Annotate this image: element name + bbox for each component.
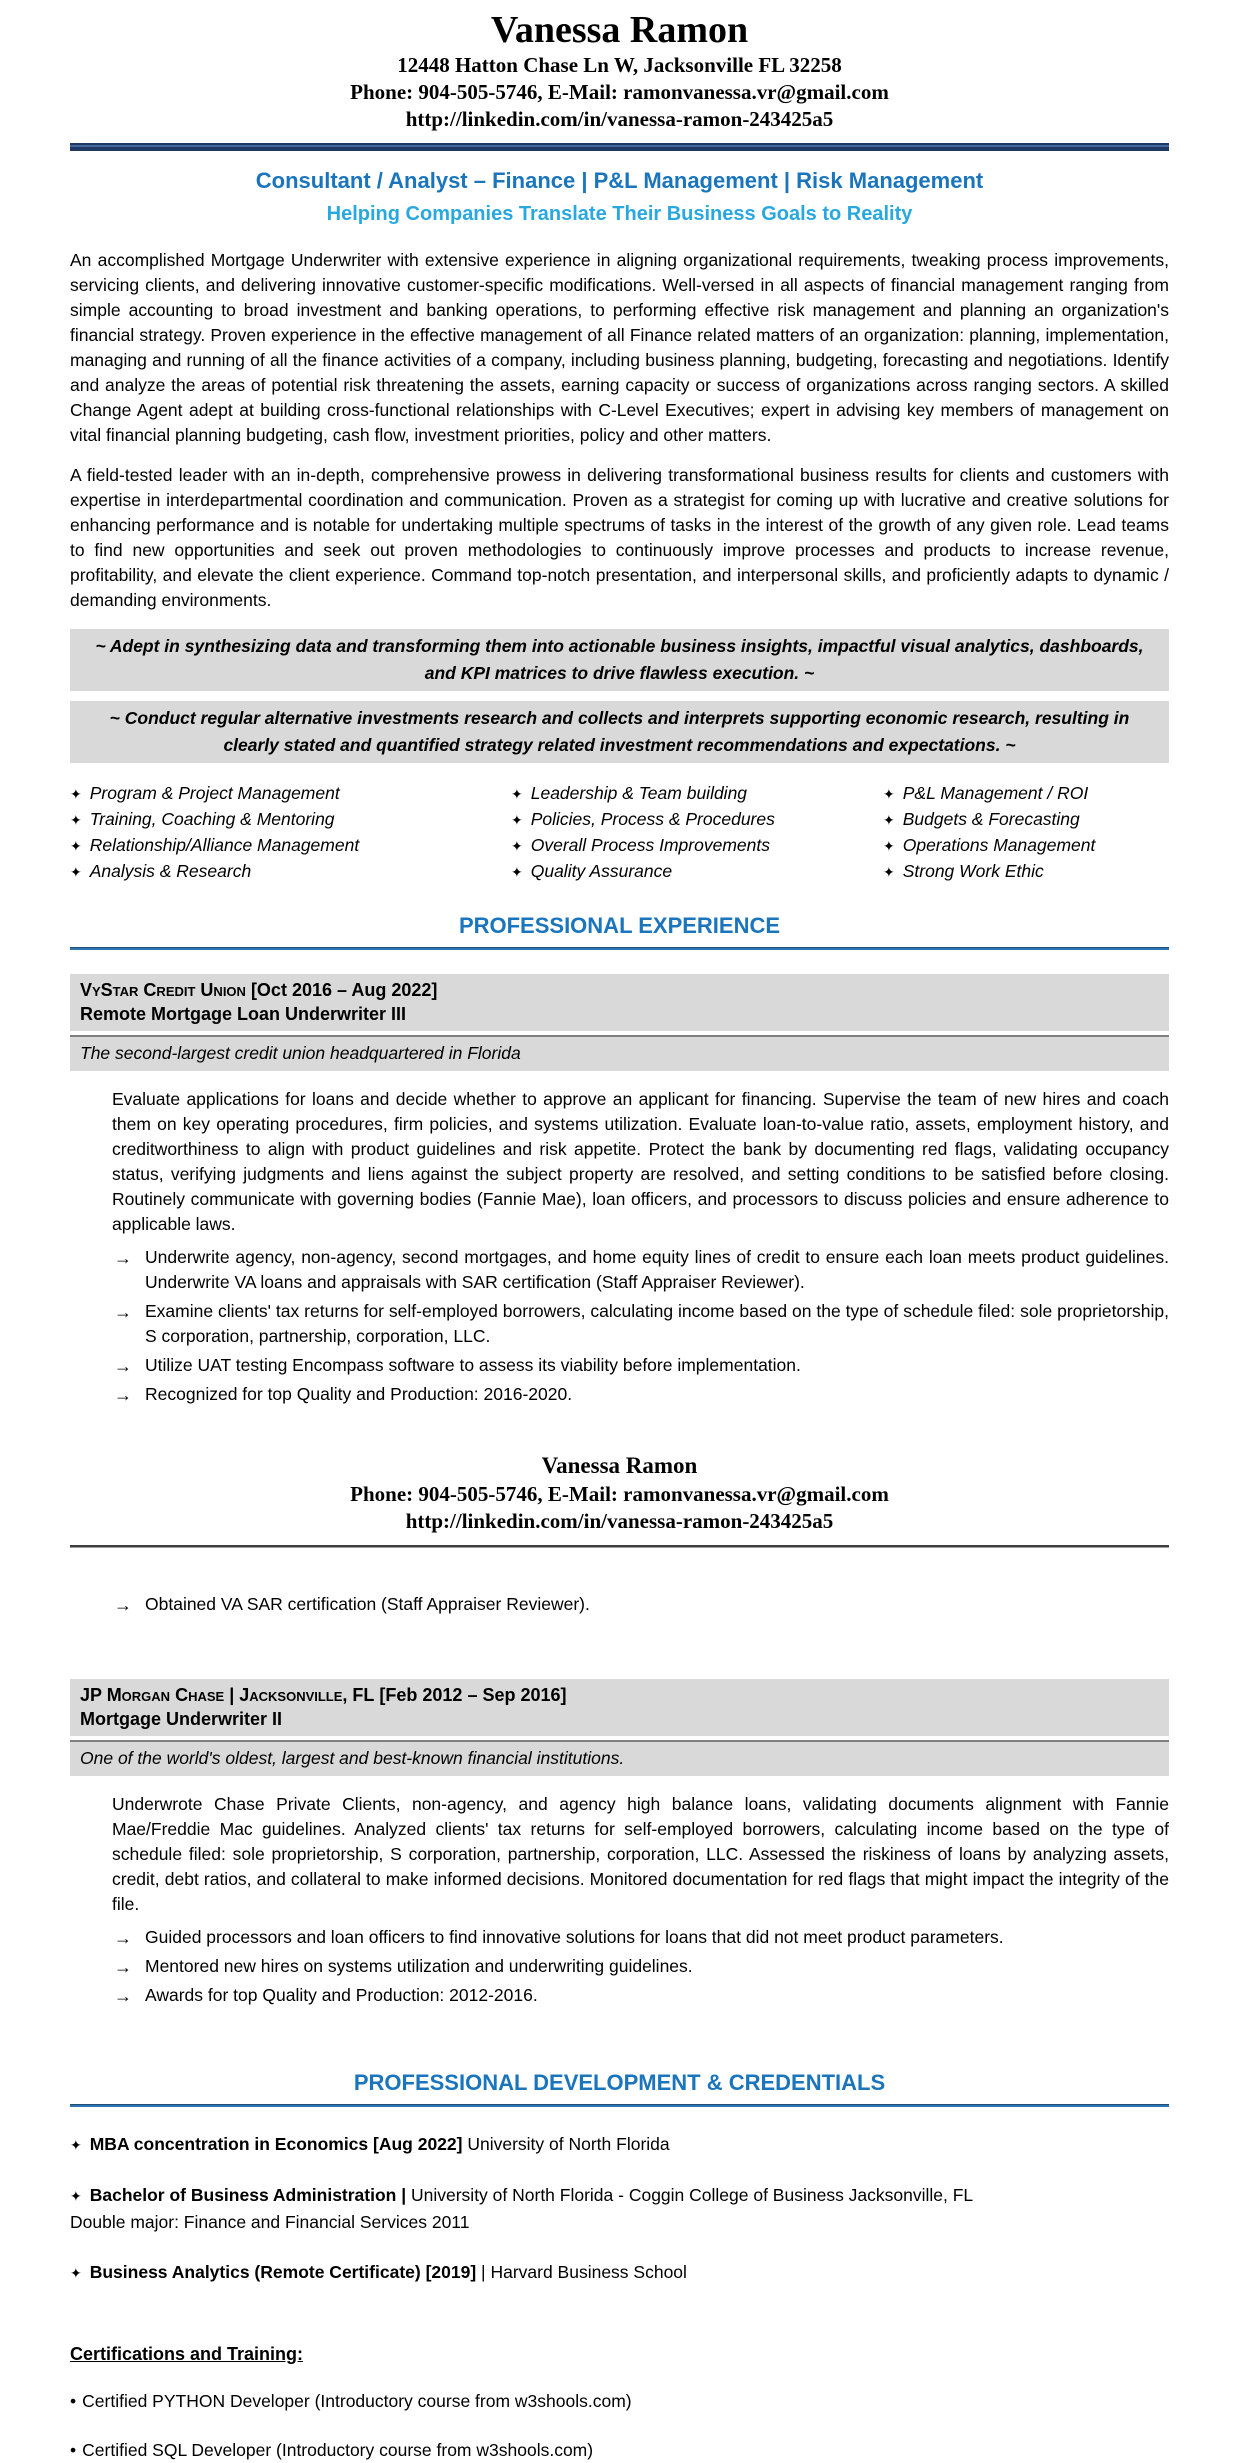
job-bullet bbox=[112, 1299, 1169, 1349]
certification-text: Certified PYTHON Developer (Introductory course from w3shools.com) bbox=[82, 2391, 632, 2411]
highlight-box-2: ~ Conduct regular alternative investments research and collects and interprets supporting economic research, resulting in clearly stated and quantified strategy related investment recommendations and expectations. ~ bbox=[70, 701, 1169, 763]
job-bullet bbox=[112, 1353, 1169, 1378]
skill-item bbox=[70, 807, 511, 833]
job-bullet bbox=[112, 1954, 1169, 1979]
diamond-bullet-icon: ✦ bbox=[70, 786, 82, 802]
skills-grid bbox=[70, 781, 1169, 885]
skill-label: Analysis & Research bbox=[89, 861, 252, 881]
job-bullet-list bbox=[112, 1925, 1169, 2008]
skill-item bbox=[883, 781, 1169, 807]
diamond-bullet-icon: ✦ bbox=[70, 838, 82, 854]
highlight-box-1: ~ Adept in synthesizing data and transforming them into actionable business insights, impactful visual analytics, dashboards, and KPI matrices to drive flawless execution. ~ bbox=[70, 629, 1169, 691]
skill-label: Budgets & Forecasting bbox=[902, 809, 1080, 829]
skill-item bbox=[511, 781, 883, 807]
job-body bbox=[112, 1087, 1169, 1407]
diamond-bullet-icon: ✦ bbox=[883, 864, 895, 880]
education-item-analytics bbox=[70, 2259, 1169, 2286]
header-rule bbox=[70, 143, 1169, 151]
certification-item bbox=[70, 2389, 1169, 2414]
skill-label: Relationship/Alliance Management bbox=[89, 835, 360, 855]
skill-item bbox=[511, 833, 883, 859]
job-bullet bbox=[112, 1382, 1169, 1407]
page2-header bbox=[70, 1451, 1169, 1535]
section-title-experience: PROFESSIONAL EXPERIENCE bbox=[458, 913, 781, 938]
education-degree: Bachelor of Business Administration | bbox=[89, 2185, 407, 2205]
education-school: University of North Florida bbox=[462, 2134, 670, 2154]
job-bullet bbox=[112, 1983, 1169, 2008]
diamond-bullet-icon: ✦ bbox=[883, 812, 895, 828]
phone-email-line: Phone: 904-505-5746, E-Mail: ramonvanessa.vr@gmail.com bbox=[350, 80, 889, 104]
education-school: | Harvard Business School bbox=[476, 2262, 687, 2282]
skill-item bbox=[70, 859, 511, 885]
diamond-bullet-icon: ✦ bbox=[511, 812, 523, 828]
company-name: JP Morgan Chase | Jacksonville, FL bbox=[80, 1685, 375, 1705]
page1-header bbox=[70, 8, 1169, 133]
address-line: 12448 Hatton Chase Ln W, Jacksonville FL 32258 bbox=[397, 53, 842, 77]
certification-item bbox=[70, 2438, 1169, 2463]
skills-column-3 bbox=[883, 781, 1169, 885]
education-line-1 bbox=[70, 2182, 1169, 2209]
arrow-bullet-icon: → bbox=[114, 1248, 132, 1268]
candidate-name-page2: Vanessa Ramon bbox=[541, 1453, 698, 1478]
professional-headline: Consultant / Analyst – Finance | P&L Management | Risk Management bbox=[255, 168, 984, 193]
professional-tagline: Helping Companies Translate Their Business Goals to Reality bbox=[326, 203, 913, 225]
job-company-line bbox=[80, 1683, 1159, 1707]
diamond-bullet-icon: ✦ bbox=[511, 864, 523, 880]
skill-label: Overall Process Improvements bbox=[530, 835, 770, 855]
education-line-2: Double major: Finance and Financial Services 2011 bbox=[70, 2212, 470, 2232]
diamond-bullet-icon: ✦ bbox=[70, 2265, 82, 2281]
job-jpmorgan bbox=[70, 1679, 1169, 2008]
skill-label: Strong Work Ethic bbox=[902, 861, 1044, 881]
arrow-bullet-icon: → bbox=[114, 1356, 132, 1376]
arrow-bullet-icon: → bbox=[114, 1595, 132, 1615]
skill-label: Quality Assurance bbox=[530, 861, 673, 881]
job-bullet-text: Utilize UAT testing Encompass software to assess its viability before implementation. bbox=[145, 1355, 801, 1375]
diamond-bullet-icon: ✦ bbox=[70, 2137, 82, 2153]
job-title: Remote Mortgage Loan Underwriter III bbox=[80, 1004, 407, 1024]
job-bullet bbox=[112, 1245, 1169, 1295]
education-degree: MBA concentration in Economics [Aug 2022] bbox=[89, 2134, 463, 2154]
diamond-bullet-icon: ✦ bbox=[511, 838, 523, 854]
dot-bullet-icon: • bbox=[70, 2391, 77, 2411]
job-title: Mortgage Underwriter II bbox=[80, 1709, 283, 1729]
skill-label: Program & Project Management bbox=[89, 783, 340, 803]
job-company-line bbox=[80, 978, 1159, 1002]
diamond-bullet-icon: ✦ bbox=[70, 812, 82, 828]
company-tagline: One of the world's oldest, largest and best-known financial institutions. bbox=[70, 1742, 1169, 1776]
skill-item bbox=[883, 833, 1169, 859]
arrow-bullet-icon: → bbox=[114, 1986, 132, 2006]
job-body bbox=[112, 1792, 1169, 2008]
diamond-bullet-icon: ✦ bbox=[70, 2188, 82, 2204]
job-vystar bbox=[70, 974, 1169, 1407]
summary-paragraph-1: An accomplished Mortgage Underwriter with extensive experience in aligning organizational requirements, tweaking process improvements, servicing clients, and delivering innovative customer-specific modifications. Well-versed in all aspects of financial management ranging from simple accounting to broad investment and banking operations, to performing effective risk management and planning an organization's financial strategy. Proven experience in the effective management of all Finance related matters of an organization: planning, implementation, managing and running of all the finance activities of a company, including business planning, budgeting, forecasting and negotiations. Identify and analyze the areas of potential risk threatening the assets, earning capacity or success of organizations across ranging sectors. A skilled Change Agent adept at building cross-functional relationships with C-Level Executives; expert in advising key members of management on vital financial planning budgeting, cash flow, investment priorities, policy and other matters. bbox=[70, 250, 1169, 445]
education-school: University of North Florida - Coggin College of Business Jacksonville, FL bbox=[406, 2185, 974, 2205]
skill-item bbox=[70, 833, 511, 859]
job-bullet-list bbox=[112, 1245, 1169, 1407]
skill-label: P&L Management / ROI bbox=[902, 783, 1089, 803]
skills-column-2 bbox=[511, 781, 883, 885]
job-bullet-text: Underwrite agency, non-agency, second mortgages, and home equity lines of credit to ensure each loan meets product guidelines. Underwrite VA loans and appraisals with SAR certification (Staff Appraiser Reviewer). bbox=[145, 1247, 1169, 1292]
job-description: Evaluate applications for loans and decide whether to approve an applicant for financing. Supervise the team of new hires and coach them on key operating procedures, firm policies, and systems utilization. Evaluate loan-to-value ratio, assets, employment history, and creditworthiness to align with product guidelines and risk appetite. Protect the bank by documenting red flags, validating occupancy status, verifying judgments and liens against the subject property are resolved, and setting conditions to be satisfied before closing. Routinely communicate with governing bodies (Fannie Mae), loan officers, and processors to discuss policies and ensure adherence to applicable laws. bbox=[112, 1089, 1169, 1234]
linkedin-url: http://linkedin.com/in/vanessa-ramon-243425a5 bbox=[405, 107, 834, 131]
candidate-name: Vanessa Ramon bbox=[490, 9, 749, 51]
diamond-bullet-icon: ✦ bbox=[883, 838, 895, 854]
job-bullet-text: Recognized for top Quality and Production: 2016-2020. bbox=[145, 1384, 573, 1404]
skill-item bbox=[883, 859, 1169, 885]
job-bullet-text: Guided processors and loan officers to find innovative solutions for loans that did not meet product parameters. bbox=[145, 1927, 1004, 1947]
arrow-bullet-icon: → bbox=[114, 1302, 132, 1322]
skill-item bbox=[511, 807, 883, 833]
diamond-bullet-icon: ✦ bbox=[70, 864, 82, 880]
section-title-development: PROFESSIONAL DEVELOPMENT & CREDENTIALS bbox=[353, 2070, 886, 2095]
company-name: VyStar Credit Union bbox=[80, 980, 246, 1000]
education-degree: Business Analytics (Remote Certificate) [2019] bbox=[89, 2262, 477, 2282]
company-tagline: The second-largest credit union headquartered in Florida bbox=[70, 1037, 1169, 1071]
skill-item bbox=[511, 859, 883, 885]
job-bullet bbox=[112, 1592, 1169, 1617]
page2-header-rule bbox=[70, 1545, 1169, 1548]
skill-label: Leadership & Team building bbox=[530, 783, 748, 803]
skill-item bbox=[70, 781, 511, 807]
arrow-bullet-icon: → bbox=[114, 1957, 132, 1977]
job-bullet-text: Obtained VA SAR certification (Staff Appraiser Reviewer). bbox=[145, 1594, 590, 1614]
job-dates: [Feb 2012 – Sep 2016] bbox=[374, 1685, 567, 1705]
job-bullet-text: Mentored new hires on systems utilization and underwriting guidelines. bbox=[145, 1956, 693, 1976]
certifications-heading: Certifications and Training: bbox=[70, 2344, 304, 2364]
linkedin-url-page2: http://linkedin.com/in/vanessa-ramon-243425a5 bbox=[405, 1509, 834, 1533]
job-header bbox=[70, 1679, 1169, 1736]
skill-label: Training, Coaching & Mentoring bbox=[89, 809, 335, 829]
arrow-bullet-icon: → bbox=[114, 1928, 132, 1948]
education-item-mba bbox=[70, 2131, 1169, 2158]
job-bullet bbox=[112, 1925, 1169, 1950]
skill-label: Operations Management bbox=[902, 835, 1096, 855]
education-item-bba bbox=[70, 2182, 1169, 2235]
skills-column-1 bbox=[70, 781, 511, 885]
skill-item bbox=[883, 807, 1169, 833]
section-rule bbox=[70, 2104, 1169, 2107]
job-description: Underwrote Chase Private Clients, non-agency, and agency high balance loans, validating documents alignment with Fannie Mae/Freddie Mac guidelines. Analyzed clients' tax returns for self-employed borrowers, calculating income based on the type of schedule filed: sole proprietorship, S corporation, partnership, corporation, LLC. Assessed the riskiness of loans by analyzing assets, credit, debt ratios, and collateral to make informed decisions. Monitored documentation for red flags that might impact the integrity of the file. bbox=[112, 1794, 1169, 1914]
dot-bullet-icon: • bbox=[70, 2440, 77, 2460]
section-rule bbox=[70, 947, 1169, 950]
job-bullet-text: Examine clients' tax returns for self-employed borrowers, calculating income based on the type of schedule filed: sole proprietorship, S corporation, partnership, corporation, LLC. bbox=[145, 1301, 1169, 1346]
job-header bbox=[70, 974, 1169, 1031]
job-dates: [Oct 2016 – Aug 2022] bbox=[245, 980, 438, 1000]
diamond-bullet-icon: ✦ bbox=[511, 786, 523, 802]
diamond-bullet-icon: ✦ bbox=[883, 786, 895, 802]
certification-text: Certified SQL Developer (Introductory course from w3shools.com) bbox=[82, 2440, 594, 2460]
phone-email-line-page2: Phone: 904-505-5746, E-Mail: ramonvanessa.vr@gmail.com bbox=[350, 1482, 889, 1506]
carryover-bullet-wrap bbox=[112, 1592, 1169, 1617]
arrow-bullet-icon: → bbox=[114, 1385, 132, 1405]
skill-label: Policies, Process & Procedures bbox=[530, 809, 775, 829]
summary-paragraph-2: A field-tested leader with an in-depth, comprehensive prowess in delivering transformational business results for clients and customers with expertise in interdepartmental coordination and communication. Proven as a strategist for coming up with lucrative and creative solutions for enhancing performance and is notable for undertaking multiple spectrums of tasks in the interest of the growth of any given role. Lead teams to find new opportunities and seek out proven methodologies to continuously improve processes and products to increase revenue, profitability, and elevate the client experience. Command top-notch presentation, and interpersonal skills, and proficiently adapts to dynamic / demanding environments. bbox=[70, 465, 1169, 610]
job-bullet-text: Awards for top Quality and Production: 2012-2016. bbox=[145, 1985, 538, 2005]
